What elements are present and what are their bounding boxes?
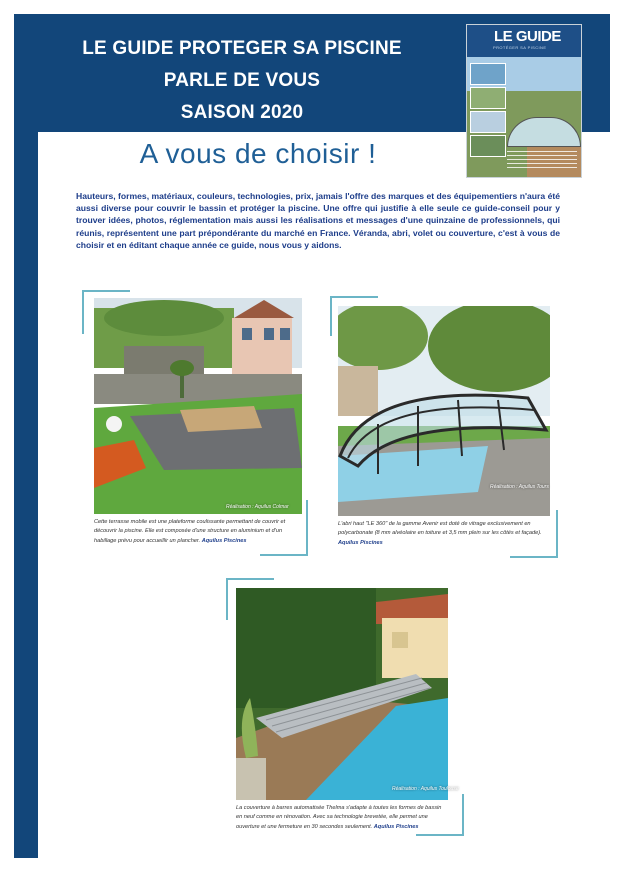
cover-text-lines	[507, 151, 577, 171]
left-band	[14, 14, 38, 858]
guide-cover-thumbnail[interactable]	[466, 24, 582, 178]
header-title-line3: SAISON 2020	[180, 102, 304, 123]
cover-subtitle: PROTÉGER SA PISCINE	[493, 45, 547, 50]
photo2-brand: Aquilus Piscines	[338, 539, 383, 546]
header-title-line2: PARLE DE VOUS	[163, 70, 321, 91]
cover-logo: LE GUIDE	[494, 28, 561, 45]
cover-thumb-2	[470, 87, 506, 109]
photo3-caption-text: La couverture à barres automatisée Thelma s'adapte à toutes les formes de bassin en neuf comme en rénovation. Avec sa technologie brevetée, elle permet une ouverture et une fermeture en 30 secondes seulement.	[236, 805, 442, 830]
photo2-credit: Réalisation : Aquilus Tours	[490, 484, 549, 490]
photo3-brand: Aquilus Piscines	[373, 823, 419, 830]
photo1-caption-text: Cette terrasse mobile est une plateforme coulissante permettant de couvrir et découvrir la piscine. Elle est composée d'une structure en aluminium et d'un habillage prévu pour accueillir un plancher.	[94, 519, 286, 544]
photo2-caption	[338, 520, 550, 548]
photo1-brand: Aquilus Piscines	[201, 537, 247, 544]
photo2-caption-text: L'abri haut "LE 360" de la gamme Avenir est doté de vitrage exclusivement en polycarbonate (8 mm alvéolaire en toiture et 3,5 mm plein sur les côtés et façade).	[338, 521, 542, 537]
photo3-caption	[236, 804, 448, 832]
photo-automatic-cover	[236, 588, 448, 800]
headline: A vous de choisir !	[139, 138, 377, 169]
cover-thumb-3	[470, 111, 506, 133]
photo-mobile-terrace	[94, 298, 302, 514]
header-title-line1: LE GUIDE PROTEGER SA PISCINE	[82, 38, 402, 59]
cover-thumb-1	[470, 63, 506, 85]
cover-thumb-4	[470, 135, 506, 157]
photo1-caption	[94, 518, 290, 546]
intro-paragraph: Hauteurs, formes, matériaux, couleurs, technologies, prix, jamais l'offre des marques et des équipementiers n'aura été aussi diverse pour couvrir le bassin et protéger la piscine. Une offre qui justifie à elle seule ce guide-conseil pour y trouver idées, photos, réglementation mais aussi les réalisations et messages d'une quinzaine de professionnels, qui réunis, représentent une part prépondérante du marché en France. Véranda, abri, volet ou couverture, c'est à vous de choisir et en éditant chaque année ce guide, nous vous y aidons.	[76, 191, 560, 250]
photo1-credit: Réalisation : Aquilus Colmar	[226, 504, 289, 510]
photo3-credit: Réalisation : Aquilus Toulouse	[392, 786, 459, 792]
